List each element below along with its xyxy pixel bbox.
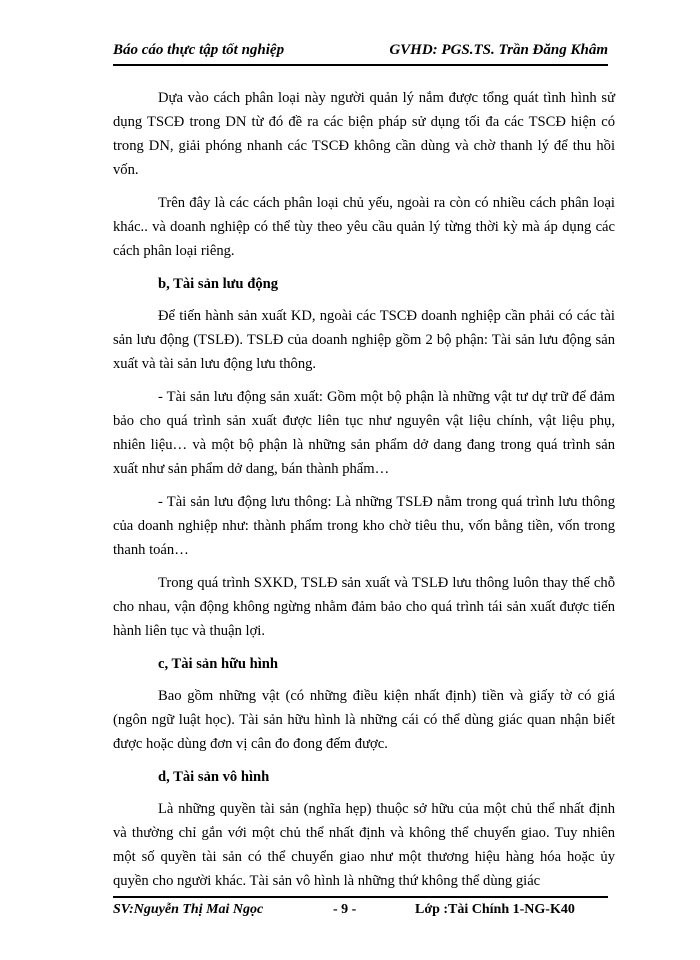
footer-class-name: Lớp :Tài Chính 1-NG-K40 — [415, 902, 575, 917]
paragraph: - Tài sản lưu động sản xuất: Gồm một bộ phận là những vật tư dự trữ để đảm bảo cho quá trình sản xuất được liên tục như nguyên vật liệu chính, vật liệu phụ, nhiên liệu… và một bộ phận là những sản phẩm dở dang đang trong quá trình sản xuất như sản phẩm dở dang, bán thành phẩm… — [113, 389, 615, 477]
paragraph: Để tiến hành sản xuất KD, ngoài các TSCĐ doanh nghiệp cần phải có các tài sản lưu động (TSLĐ). TSLĐ của doanh nghiệp gồm 2 bộ phận: Tài sản lưu động sản xuất và tài sản lưu động lưu thông. — [113, 308, 615, 372]
page-footer — [113, 896, 608, 922]
header-report-title: Báo cáo thực tập tốt nghiệp — [113, 42, 285, 58]
page-body — [113, 86, 615, 902]
header-supervisor: GVHD: PGS.TS. Trần Đăng Khâm — [389, 42, 608, 58]
page-number: - 9 - — [333, 902, 357, 917]
paragraph: Trong quá trình SXKD, TSLĐ sản xuất và TSLĐ lưu thông luôn thay thế chỗ cho nhau, vận động không ngừng nhằm đảm bảo cho quá trình tái sản xuất được tiến hành liên tục và thuận lợi. — [113, 575, 615, 639]
section-heading: b, Tài sản lưu động — [158, 276, 279, 292]
footer-student-name: SV:Nguyễn Thị Mai Ngọc — [113, 902, 264, 917]
paragraph: Trên đây là các cách phân loại chủ yếu, ngoài ra còn có nhiều cách phân loại khác.. và doanh nghiệp có thể tùy theo yêu cầu quản lý từng thời kỳ mà áp dụng các cách phân loại riêng. — [113, 195, 615, 259]
section-heading: c, Tài sản hữu hình — [158, 656, 279, 672]
paragraph: Bao gồm những vật (có những điều kiện nhất định) tiền và giấy tờ có giá (ngôn ngữ luật học). Tài sản hữu hình là những cái có thể dùng giác quan nhận biết được hoặc dùng đơn vị cân đo đong đếm được. — [113, 688, 615, 752]
section-heading: d, Tài sản vô hình — [158, 769, 270, 785]
paragraph: Là những quyền tài sản (nghĩa hẹp) thuộc sở hữu của một chủ thể nhất định và thường chỉ gắn với một chủ thể nhất định và không thể chuyển giao. Tuy nhiên một số quyền tài sản có thể chuyển giao như một thương hiệu hàng hóa hoặc ủy quyền cho người khác. Tài sản vô hình là những thứ không thể dùng giác — [113, 801, 615, 889]
paragraph: - Tài sản lưu động lưu thông: Là những TSLĐ nằm trong quá trình lưu thông của doanh nghiệp như: thành phẩm trong kho chờ tiêu thu, vốn bằng tiền, vốn trong thanh toán… — [113, 494, 615, 558]
page-header — [113, 38, 608, 66]
paragraph: Dựa vào cách phân loại này người quản lý nắm được tổng quát tình hình sử dụng TSCĐ trong DN từ đó đề ra các biện pháp sử dụng tối đa các TSCĐ hiện có trong DN, giải phóng nhanh các TSCĐ không cần dùng và chờ thanh lý để thu hồi vốn. — [113, 90, 615, 178]
